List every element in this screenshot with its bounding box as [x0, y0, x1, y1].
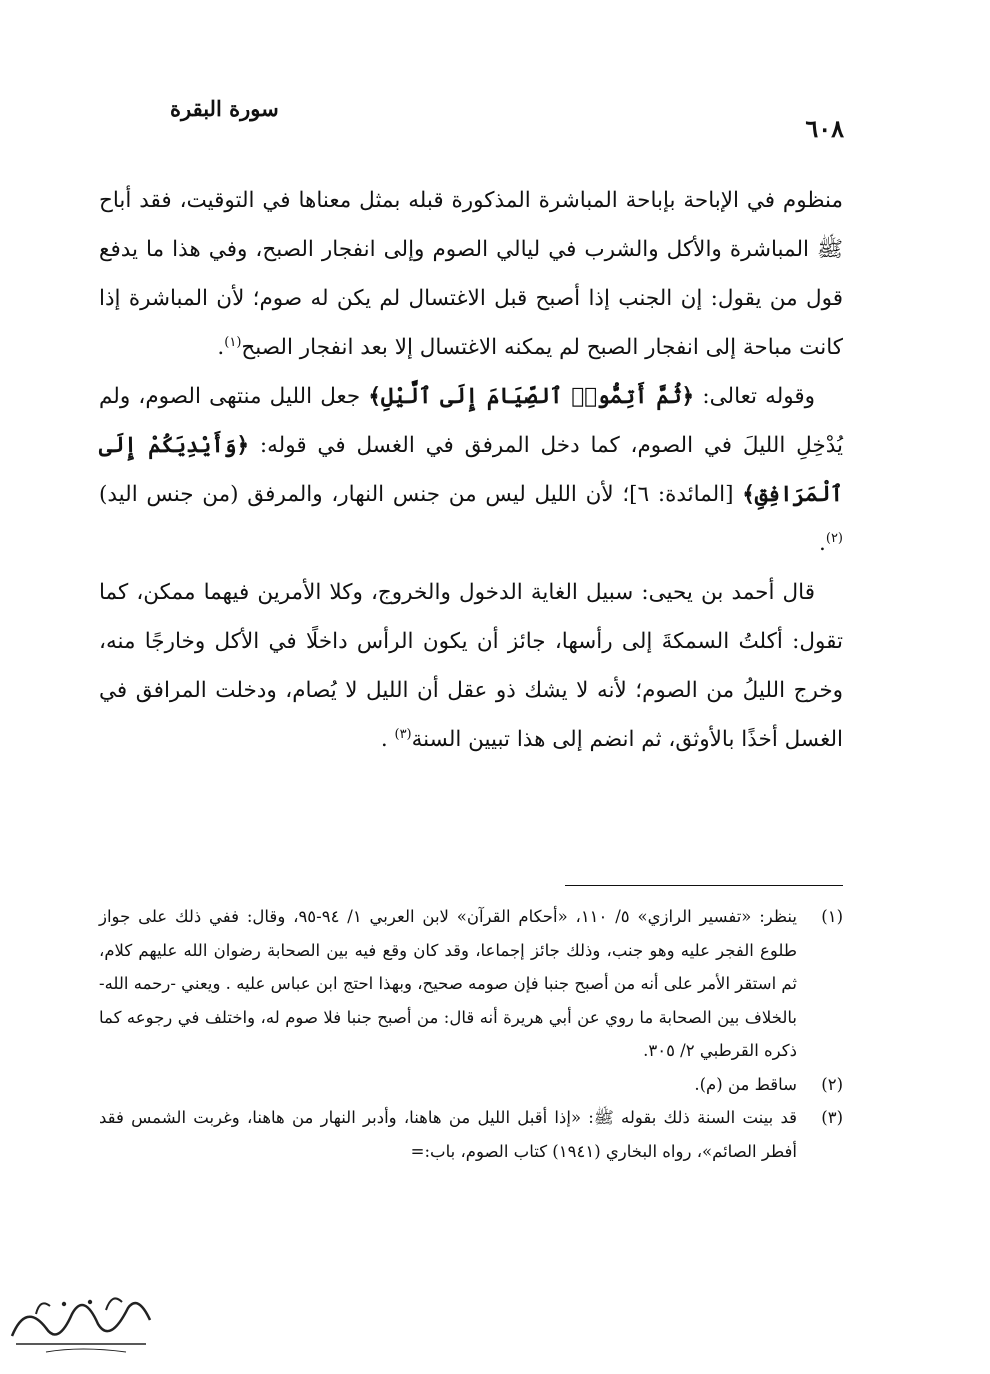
paragraph-3	[99, 568, 843, 764]
footnote-number: (٣)	[821, 1108, 843, 1127]
page-number: ٦٠٨	[805, 114, 844, 143]
paragraph-2-text-c: [المائدة: ٦]؛ لأن الليل ليس من جنس النهار، والمرفق (من جنس اليد)	[99, 482, 743, 507]
footnote-ref-2[interactable]: (٢)	[825, 530, 843, 546]
paragraph-1-text: منظوم في الإباحة بإباحة المباشرة المذكورة قبله بمثل معناها في التوقيت، فقد أباح ﷺ المباشرة والأكل والشرب في ليالي الصوم وإلى انفجار الصبح، وفي هذا ما يدفع قول من يقول: إن الجنب إذا أصبح قبل الاغتسال لم يكن له صوم؛ لأن المباشرة إذا كانت مباحة إلى انفجار الصبح لم يمكنه الاغتسال إلا بعد انفجار الصبح	[99, 188, 843, 360]
paragraph-2-end: .	[819, 531, 826, 556]
paragraph-2	[99, 372, 843, 568]
quran-verse-1: ﴿ثُمَّ أَتِمُّوا۟ ٱلصِّيَامَ إِلَى ٱلَّيْلِ﴾	[368, 384, 695, 409]
paragraph-1-end: .	[217, 335, 225, 360]
quran-verse-2: ﴿وَأَيْدِيَكُمْ إِلَى ٱلْمَرَافِقِ﴾	[99, 433, 843, 507]
surah-title: سورة البقرة	[170, 96, 279, 121]
footnote-text: قد بينت السنة ذلك بقوله ﷺ: «إذا أقبل الليل من هاهنا، وأدبر النهار من هاهنا، وغربت الشمس فقد أفطر الصائم»، رواه البخاري (١٩٤١) كتاب الصوم، باب:=	[99, 1108, 797, 1161]
footnote-text: ساقط من (م).	[694, 1074, 797, 1094]
footnote-separator	[565, 885, 843, 886]
paragraph-2-text-b: جعل الليل منتهى الصوم، ولم يُدْخِلِ الليلَ في الصوم، كما دخل المرفق في الغسل في قوله:	[99, 384, 843, 458]
footnote-text: ينظر: «تفسير الرازي» ٥/ ١١٠، «أحكام القرآن» لابن العربي ١/ ٩٤-٩٥، وقال: ففي ذلك على جواز طلوع الفجر عليه وهو جنب، وذلك جائز إجماعا، وقد كان وقع فيه بين الصحابة رضوان الله عليهم كلام، ثم استقر الأمر على أنه من أصبح جنبا فإن صومه صحيح، وبهذا احتج ابن عباس عليه . ويعني -رحمه الله- بالخلاف بين الصحابة ما روي عن أبي هريرة أنه قال: من أصبح جنبا فلا صوم له، واختلف في رجوعه كما ذكره القرطبي ٢/ ٣٠٥.	[99, 907, 797, 1060]
paragraph-3-end: .	[380, 727, 395, 752]
footnote-1	[99, 900, 843, 1068]
footnote-2	[99, 1068, 843, 1102]
footnote-ref-1[interactable]: (١)	[224, 334, 242, 350]
paragraph-1	[99, 176, 843, 372]
paragraph-2-text-a: وقوله تعالى:	[694, 384, 816, 409]
page-header	[150, 96, 844, 156]
publisher-logo	[6, 1284, 156, 1358]
footnotes	[99, 900, 843, 1168]
footnote-ref-3[interactable]: (٣)	[394, 726, 412, 742]
main-text	[99, 176, 843, 764]
footnote-number: (٢)	[821, 1074, 843, 1094]
footnote-number: (١)	[821, 907, 843, 926]
footnote-3	[99, 1101, 843, 1168]
paragraph-3-text: قال أحمد بن يحيى: سبيل الغاية الدخول والخروج، وكلا الأمرين فيهما ممكن، كما تقول: أكلتُ السمكةَ إلى رأسها، جائز أن يكون الرأس داخلًا في الأكل وخارجًا منه، وخرج الليلُ من الصوم؛ لأنه لا يشك ذو عقل أن الليل لا يُصام، ودخلت المرافق في الغسل أخذًا بالأوثق، ثم انضم إلى هذا تبيين السنة	[99, 580, 843, 752]
